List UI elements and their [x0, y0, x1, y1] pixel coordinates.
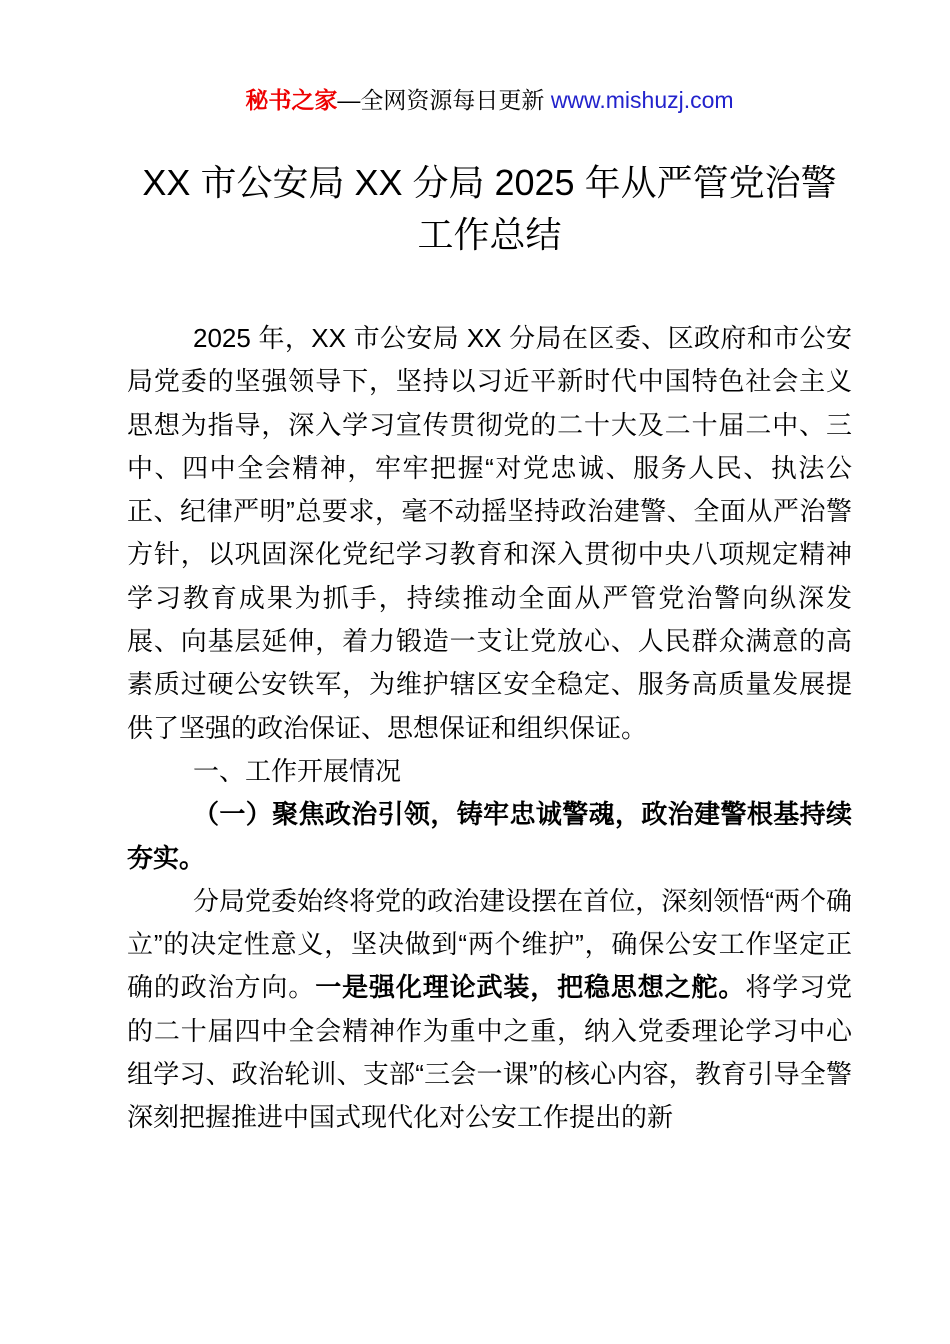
site-tagline: —全网资源每日更新 [337, 87, 551, 113]
bold-text-run: （一）聚焦政治引领，铸牢忠诚警魂，政治建警根基持续夯实。 [127, 799, 852, 873]
subsection-heading [127, 793, 852, 880]
site-header [127, 85, 852, 115]
title-line: 工作总结 [417, 214, 562, 255]
body-paragraph [127, 317, 852, 750]
title-line: XX 市公安局 XX 分局 2025 年从严管党治警 [142, 162, 837, 203]
site-name: 秘书之家 [245, 87, 338, 113]
section-heading [127, 750, 852, 793]
text-run: 将学习党的二十届四中全会精神作为重中之重，纳入党委理论学习中心组学习、政治轮训、支部“三会一课”的核心内容，教育引导全警深刻把握推进中国式现代化对公安工作提出的新 [127, 972, 852, 1133]
text-run: 2025 年，XX 市公安局 XX 分局在区委、区政府和市公安局党委的坚强领导下，坚持以习近平新时代中国特色社会主义思想为指导，深入学习宣传贯彻党的二十大及二十届二中、三中、四中全会精神，牢牢把握“对党忠诚、服务人民、执法公正、纪律严明”总要求，毫不动摇坚持政治建警、全面从严治警方针，以巩固深化党纪学习教育和深入贯彻中央八项规定精神学习教育成果为抓手，持续推动全面从严管党治警向纵深发展、向基层延伸，着力锻造一支让党放心、人民群众满意的高素质过硬公安铁军，为维护辖区安全稳定、服务高质量发展提供了坚强的政治保证、思想保证和组织保证。 [127, 323, 852, 743]
page-title [127, 157, 852, 261]
text-run: 分局党委始终将党的政治建设摆在首位，深刻领悟“两个确立”的决定性意义，坚决做到“两个维护”，确保公安工作坚定正确的政治方向。 [127, 885, 852, 1003]
site-url-link[interactable]: www.mishuzj.com [550, 87, 734, 113]
text-run: 一、工作开展情况 [193, 755, 402, 786]
bold-text-run: 一是强化理论武装，把稳思想之舵。 [315, 972, 746, 1003]
document-body [127, 317, 852, 1140]
body-paragraph [127, 880, 852, 1140]
